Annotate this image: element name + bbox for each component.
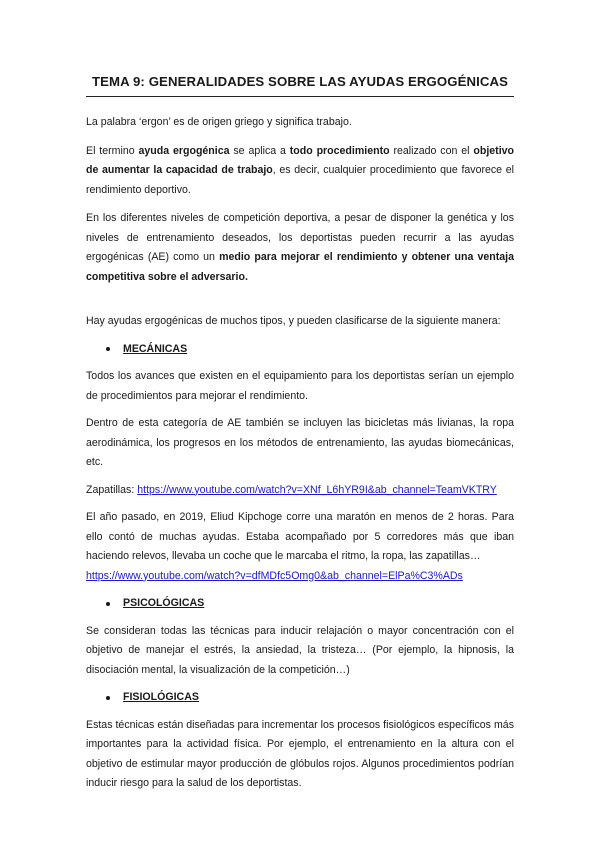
bold-run: ayuda ergogénica [138, 144, 230, 157]
text-run: El termino [86, 144, 139, 157]
competition-paragraph [86, 209, 514, 287]
section-heading-psicologicas [86, 594, 514, 614]
bold-run: medio para mejorar el rendimiento y obtener una ventaja competitiva sobre el adversario. [86, 251, 514, 283]
bold-run: todo procedimiento [289, 144, 390, 157]
section-heading-label: FISIOLÓGICAS [123, 691, 199, 703]
section-heading-mecanicas [86, 340, 514, 360]
text-run: , es decir, cualquier procedimiento que favorece el rendimiento deportivo. [86, 164, 514, 196]
page-title: TEMA 9: GENERALIDADES SOBRE LAS AYUDAS ERGOGÉNICAS [91, 74, 509, 89]
section-heading-label: PSICOLÓGICAS [123, 597, 205, 609]
youtube-link-kipchoge[interactable]: https://www.youtube.com/watch?v=dfMDfc5Omg0&ab_channel=ElPa%C3%ADs [86, 569, 463, 582]
text-run: realizado con el [389, 144, 474, 157]
mecanicas-paragraph-3 [86, 508, 514, 586]
section-heading-label: MECÁNICAS [123, 342, 188, 355]
bold-run: objetivo de aumentar la capacidad de trabajo [86, 144, 515, 176]
text-run: se aplica a [229, 144, 290, 157]
mecanicas-paragraph-1: Todos los avances que existen en el equipamiento para los deportistas serían un ejemplo de procedimientos para mejorar el rendimiento. [86, 370, 514, 402]
text-run: El año pasado, en 2019, Eliud Kipchoge corre una maratón en menos de 2 horas. Para ello contó de muchas ayudas. Estaba acompañado por 5 corredores más que iban haciendo relevos, llevaba un coche que le marcaba el ritmo, la ropa, las zapatillas… [86, 511, 514, 562]
bullet-icon [106, 347, 110, 351]
document-body [86, 113, 514, 794]
section-heading-fisiologicas [86, 688, 514, 708]
fisiologicas-paragraph: Estas técnicas están diseñadas para incrementar los procesos fisiológicos específicos más importantes para la actividad física. Por ejemplo, el entrenamiento en la altura con el objetivo de estimular mayor producción de glóbulos rojos. Algunos procedimientos podrían inducir riesgo para la salud de los deportistas. [86, 718, 514, 789]
classification-intro: Hay ayudas ergogénicas de muchos tipos, y pueden clasificarse de la siguiente manera: [86, 315, 501, 327]
bullet-icon [106, 696, 110, 700]
intro-paragraph: La palabra ‘ergon’ es de origen griego y significa trabajo. [86, 116, 352, 128]
definition-paragraph [86, 142, 514, 201]
mecanicas-paragraph-2: Dentro de esta categoría de AE también se incluyen las bicicletas más livianas, la ropa aerodinámica, los progresos en los métodos de entrenamiento, las ayudas biomecánicas, etc. [86, 417, 514, 468]
zapatillas-line [86, 481, 514, 501]
title-divider [86, 96, 514, 97]
text-run: En los diferentes niveles de competición deportiva, a pesar de disponer la genética y los niveles de entrenamiento deseados, los deportistas pueden recurrir a las ayudas ergogénicas (AE) como un [86, 212, 514, 263]
bullet-icon [106, 602, 110, 606]
youtube-link-zapatillas[interactable]: https://www.youtube.com/watch?v=XNf_L6hYR9I&ab_channel=TeamVKTRY [137, 483, 497, 496]
psicologicas-paragraph: Se consideran todas las técnicas para inducir relajación o mayor concentración con el objetivo de manejar el estrés, la ansiedad, la tristeza… (Por ejemplo, la hipnosis, la disociación mental, la visualización de la competición…) [86, 624, 514, 676]
link-label: Zapatillas: [86, 483, 138, 496]
